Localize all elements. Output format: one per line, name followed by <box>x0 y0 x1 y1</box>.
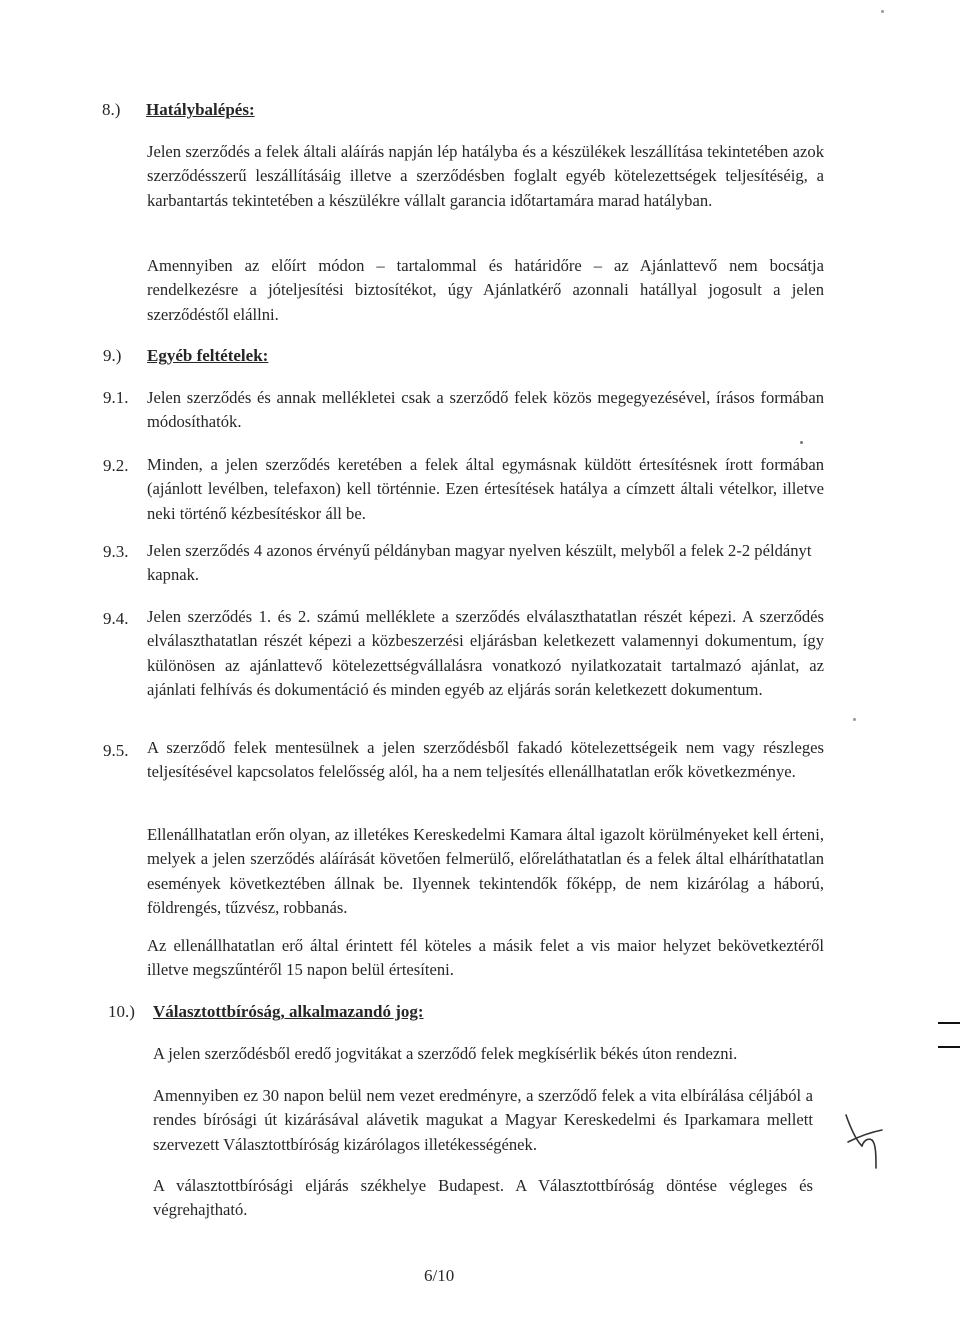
page-number: 6/10 <box>424 1266 455 1285</box>
section-10-paragraph-2: Amennyiben ez 30 napon belül nem vezet eredményre, a szerződő felek a vita elbírálása céljából a rendes bírósági út kizárásával alávetik magukat a Magyar Kereskedelmi és Iparkamara mellett szervezett Választottbíróság kizárólagos illetékességének. <box>153 1086 813 1154</box>
scan-speck <box>881 10 884 13</box>
section-8-paragraph-1: Jelen szerződés a felek általi aláírás napján lép hatályba és a készülékek leszállítása tekintetében azok szerződésszerű leszállításáig illetve a szerződésben foglalt egyéb kötelezettségek teljesítéséig, a karbantartás tekintetében a készülékre vállalt garancia időtartamára marad hatályban. <box>147 142 824 210</box>
scan-edge-line <box>938 1022 960 1024</box>
scan-speck <box>800 441 803 444</box>
item-9-4-text: Jelen szerződés 1. és 2. számú melléklete a szerződés elválaszthatatlan részét képezi. A szerződés elválaszthatatlan részét képezi a közbeszerzési eljárásban keletkezett valamennyi dokumentum, így különösen az ajánlattevő kötelezettségvállalásra vonatkozó nyilatkozatait tartalmazó ajánlat, az ajánlati felhívás és dokumentáció és minden egyéb az eljárás során keletkezett dokumentum. <box>147 607 824 700</box>
section-10-number: 10.) <box>108 1002 135 1021</box>
handwritten-initials-icon <box>842 1112 902 1172</box>
item-9-2-text: Minden, a jelen szerződés keretében a felek által egymásnak küldött értesítésnek írott formában (ajánlott levélben, telefaxon) kell történnie. Ezen értesítések hatálya a címzett általi vételkor, illetve neki történő kézbesítéskor áll be. <box>147 455 824 523</box>
item-9-3-text: Jelen szerződés 4 azonos érvényű példányban magyar nyelven készült, melyből a felek 2-2 példányt kapnak. <box>147 541 812 585</box>
item-9-5-number: 9.5. <box>103 741 129 760</box>
item-9-2-number: 9.2. <box>103 456 129 475</box>
scan-speck <box>853 718 856 721</box>
section-9-number: 9.) <box>103 346 122 365</box>
section-8-paragraph-2: Amennyiben az előírt módon – tartalommal és határidőre – az Ajánlattevő nem bocsátja rendelkezésre a jóteljesítési biztosítékot, úgy Ajánlatkérő azonnali hatállyal jogosult a jelen szerződéstől elállni. <box>147 256 824 324</box>
section-8-heading: Hatálybalépés: <box>146 100 255 119</box>
section-8-number: 8.) <box>102 100 121 119</box>
item-9-3-number: 9.3. <box>103 542 129 561</box>
item-9-1-number: 9.1. <box>103 388 129 407</box>
item-9-5-paragraph-1: A szerződő felek mentesülnek a jelen szerződésből fakadó kötelezettségeik nem vagy részleges teljesítésével kapcsolatos felelősség alól, ha a nem teljesítés ellenállhatatlan erők következménye. <box>147 738 824 782</box>
scan-edge-line <box>938 1046 960 1048</box>
section-9-heading: Egyéb feltételek: <box>147 346 269 365</box>
section-10-paragraph-1: A jelen szerződésből eredő jogvitákat a szerződő felek megkísérlik békés úton rendezni. <box>153 1044 738 1063</box>
item-9-5-paragraph-3: Az ellenállhatatlan erő által érintett fél köteles a másik felet a vis maior helyzet bekövetkeztéről illetve megszűntéről 15 napon belül értesíteni. <box>147 936 824 980</box>
section-10-heading: Választottbíróság, alkalmazandó jog: <box>153 1002 424 1021</box>
item-9-1-text: Jelen szerződés és annak mellékletei csak a szerződő felek közös megegyezésével, írásos formában módosíthatók. <box>147 388 824 432</box>
item-9-4-number: 9.4. <box>103 609 129 628</box>
item-9-5-paragraph-2: Ellenállhatatlan erőn olyan, az illetékes Kereskedelmi Kamara által igazolt körülményeket kell érteni, melyek a jelen szerződés aláírását követően felmerülő, előreláthatatlan és a felek által elháríthatatlan események következtében állnak be. Ilyennek tekintendők főképp, de nem kizárólag a háború, földrengés, tűzvész, robbanás. <box>147 825 824 918</box>
section-10-paragraph-3: A választottbírósági eljárás székhelye Budapest. A Választottbíróság döntése végleges és végrehajtható. <box>153 1176 813 1220</box>
